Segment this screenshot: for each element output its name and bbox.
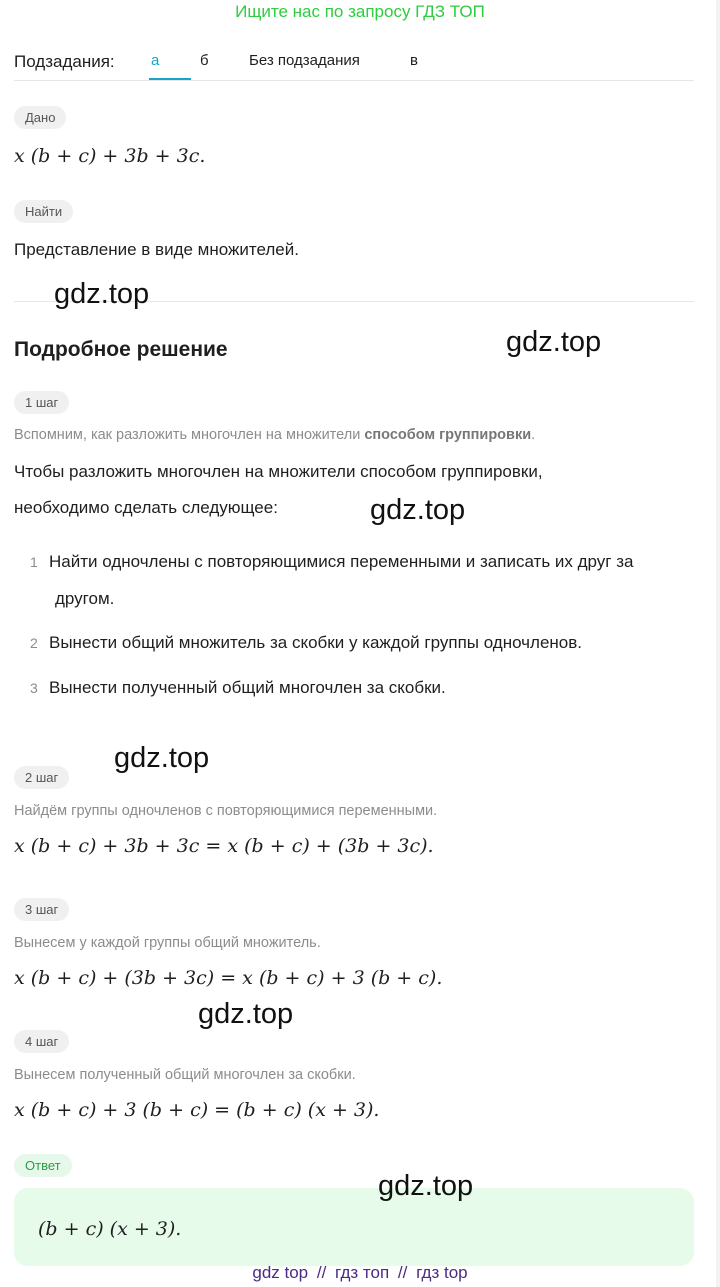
- footer-link[interactable]: гдз топ: [335, 1263, 390, 1282]
- footer-link[interactable]: гдз top: [416, 1263, 468, 1282]
- tab-b[interactable]: б: [200, 52, 209, 69]
- list-item-1-line-2: другом.: [55, 589, 115, 608]
- footer-links: [0, 1263, 720, 1283]
- tab-a[interactable]: а: [151, 52, 160, 69]
- list-number: 3: [30, 680, 38, 696]
- tab-no-subtask[interactable]: Без подзадания: [249, 52, 360, 69]
- step-4-tag: 4 шаг: [14, 1030, 69, 1053]
- footer-link[interactable]: gdz top: [252, 1263, 309, 1282]
- solution-heading: Подробное решение: [14, 338, 228, 361]
- subtask-tabs: [14, 50, 694, 81]
- answer-expression: (b + c) (x + 3).: [38, 1218, 182, 1240]
- search-banner: Ищите нас по запросу ГДЗ ТОП: [235, 2, 485, 21]
- step-1-line-1: Чтобы разложить многочлен на множители способом группировки,: [14, 462, 543, 481]
- step-2-tag: 2 шаг: [14, 766, 69, 789]
- watermark: gdz.top: [114, 742, 210, 774]
- given-tag: Дано: [14, 106, 66, 129]
- watermark: gdz.top: [370, 494, 466, 526]
- find-text: Представление в виде множителей.: [14, 240, 299, 259]
- step-2-hint: Найдём группы одночленов с повторяющимися переменными.: [14, 803, 438, 819]
- step-4-expression: x (b + c) + 3 (b + c) = (b + c) (x + 3).: [14, 1099, 380, 1121]
- step-1-tag: 1 шаг: [14, 391, 69, 414]
- watermark: gdz.top: [198, 998, 294, 1030]
- step-3-expression: x (b + c) + (3b + 3c) = x (b + c) + 3 (b + c).: [14, 967, 443, 989]
- step-1-hint: Вспомним, как разложить многочлен на множители способом группировки.: [14, 427, 536, 443]
- step-3-hint: Вынесем у каждой группы общий множитель.: [14, 935, 321, 951]
- footer-separator: //: [397, 1263, 408, 1282]
- list-number: 2: [30, 635, 38, 651]
- list-number: 1: [30, 554, 38, 570]
- watermark: gdz.top: [378, 1170, 474, 1202]
- list-item-1-line-1: Найти одночлены с повторяющимися переменными и записать их друг за: [49, 552, 634, 571]
- subtask-label: Подзадания:: [14, 52, 115, 71]
- active-tab-indicator: [149, 78, 191, 80]
- step-3-tag: 3 шаг: [14, 898, 69, 921]
- step-2-expression: x (b + c) + 3b + 3c = x (b + c) + (3b + 3c).: [14, 835, 434, 857]
- find-tag: Найти: [14, 200, 73, 223]
- list-item-2: Вынести общий множитель за скобки у каждой группы одночленов.: [49, 633, 583, 652]
- list-item-3: Вынести полученный общий многочлен за скобки.: [49, 678, 446, 697]
- answer-tag: Ответ: [14, 1154, 72, 1177]
- given-expression: x (b + c) + 3b + 3c.: [14, 145, 206, 167]
- step-1-line-2: необходимо сделать следующее:: [14, 498, 278, 517]
- scrollbar[interactable]: [716, 0, 720, 1287]
- watermark: gdz.top: [54, 278, 150, 310]
- footer-separator: //: [316, 1263, 327, 1282]
- tab-v[interactable]: в: [410, 52, 418, 69]
- step-4-hint: Вынесем полученный общий многочлен за скобки.: [14, 1067, 356, 1083]
- watermark: gdz.top: [506, 326, 602, 358]
